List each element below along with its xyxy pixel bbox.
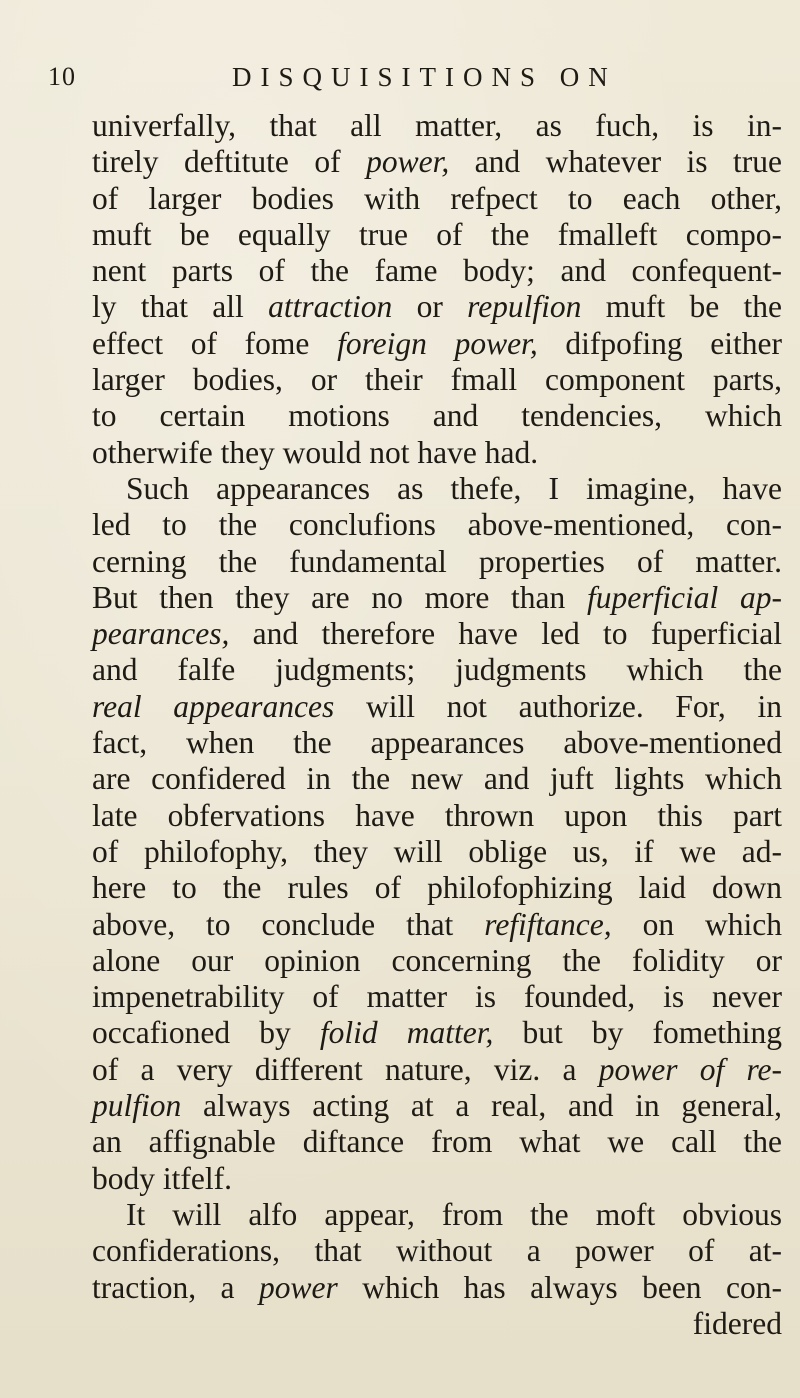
text-run: alone our opinion concerning the folidity or — [92, 942, 782, 978]
text-run: will not authorize. For, in — [334, 688, 782, 724]
text-run: and whatever is true — [449, 144, 782, 180]
italic-text: folid matter, — [319, 1015, 494, 1051]
text-line — [92, 507, 782, 543]
text-run: of larger bodies with refpect to each other, — [92, 180, 782, 216]
italic-text: real appearances — [92, 688, 335, 724]
text-line — [92, 108, 782, 144]
text-run: are confidered in the new and juft lights which — [92, 761, 782, 797]
text-run: or — [392, 289, 468, 325]
text-line — [92, 253, 782, 289]
text-run: otherwife they would not have had. — [92, 434, 539, 470]
text-run: occafioned by — [92, 1015, 320, 1051]
italic-text: foreign power, — [337, 325, 538, 361]
italic-text: power of re- — [598, 1051, 783, 1087]
text-line — [92, 870, 782, 906]
text-run: nent parts of the fame body; and confequent- — [92, 253, 782, 289]
text-run: above, to conclude that — [92, 906, 485, 942]
text-run: on which — [611, 906, 782, 942]
text-line — [92, 471, 782, 507]
text-run: fact, when the appearances above-mentioned — [92, 725, 782, 761]
text-line — [92, 1052, 782, 1088]
text-run: effect of fome — [92, 325, 338, 361]
text-line — [92, 689, 782, 725]
text-run: muft be equally true of the fmalleft compo- — [92, 216, 782, 252]
italic-text: pulfion — [92, 1088, 182, 1124]
text-run: body itfelf. — [92, 1160, 232, 1196]
text-run: to certain motions and tendencies, which — [92, 398, 782, 434]
italic-text: attraction — [268, 289, 393, 325]
text-run: of a very different nature, viz. a — [92, 1051, 599, 1087]
text-run: larger bodies, or their fmall component parts, — [92, 362, 782, 398]
text-run: of philofophy, they will oblige us, if we ad- — [92, 833, 782, 869]
running-head — [48, 62, 768, 102]
text-line — [92, 544, 782, 580]
text-line — [92, 1015, 782, 1051]
text-line — [92, 580, 782, 616]
text-run: confiderations, that without a power of at- — [92, 1233, 782, 1269]
italic-text: refiftance, — [484, 906, 612, 942]
text-run: Such appearances as thefe, I imagine, have — [126, 470, 782, 506]
text-line — [92, 181, 782, 217]
text-line — [92, 1233, 782, 1269]
text-run: muft be the — [581, 289, 782, 325]
text-line — [92, 435, 782, 471]
italic-text: power, — [366, 144, 450, 180]
text-line — [92, 289, 782, 325]
text-line — [92, 798, 782, 834]
text-run: ly that all — [92, 289, 269, 325]
text-line — [92, 1270, 782, 1306]
text-line — [92, 1306, 782, 1342]
body-text — [92, 108, 782, 1342]
text-run: difpofing either — [537, 325, 782, 361]
text-run: which has always been con- — [337, 1269, 782, 1305]
text-line — [92, 725, 782, 761]
text-run: tirely deftitute of — [92, 144, 367, 180]
text-line — [92, 217, 782, 253]
text-run: an affignable diftance from what we call the — [92, 1124, 782, 1160]
text-run: cerning the fundamental properties of matter. — [92, 543, 782, 579]
text-run: impenetrability of matter is founded, is never — [92, 979, 782, 1015]
text-run: and falfe judgments; judgments which the — [92, 652, 782, 688]
text-line — [92, 652, 782, 688]
text-line — [92, 1124, 782, 1160]
text-line — [92, 761, 782, 797]
text-run: But then they are no more than — [92, 579, 588, 615]
italic-text: fuperficial ap- — [587, 579, 782, 615]
text-run: but by fomething — [493, 1015, 782, 1051]
text-line — [92, 943, 782, 979]
text-run: univerfally, that all matter, as fuch, is in- — [92, 108, 782, 143]
text-run: It will alfo appear, from the moft obvious — [126, 1196, 782, 1232]
text-line — [92, 362, 782, 398]
text-line — [92, 326, 782, 362]
page-number: 10 — [48, 62, 76, 91]
text-run: late obfervations have thrown upon this part — [92, 797, 782, 833]
text-run: here to the rules of philofophizing laid down — [92, 870, 782, 906]
text-run: traction, a — [92, 1269, 260, 1305]
text-run: always acting at a real, and in general, — [181, 1088, 782, 1124]
text-line — [92, 616, 782, 652]
text-line — [92, 398, 782, 434]
text-line — [92, 907, 782, 943]
text-run: and therefore have led to fuperficial — [229, 616, 782, 652]
text-line — [92, 1197, 782, 1233]
text-line — [92, 1088, 782, 1124]
text-line — [92, 1161, 782, 1197]
text-run: led to the conclufions above-mentioned, con- — [92, 507, 782, 543]
italic-text: repulfion — [467, 289, 582, 325]
running-title: DISQUISITIONS ON — [232, 62, 617, 92]
text-line — [92, 834, 782, 870]
text-line — [92, 144, 782, 180]
text-run: fidered — [692, 1305, 782, 1341]
italic-text: pearances, — [92, 616, 230, 652]
italic-text: power — [259, 1269, 338, 1305]
text-line — [92, 979, 782, 1015]
